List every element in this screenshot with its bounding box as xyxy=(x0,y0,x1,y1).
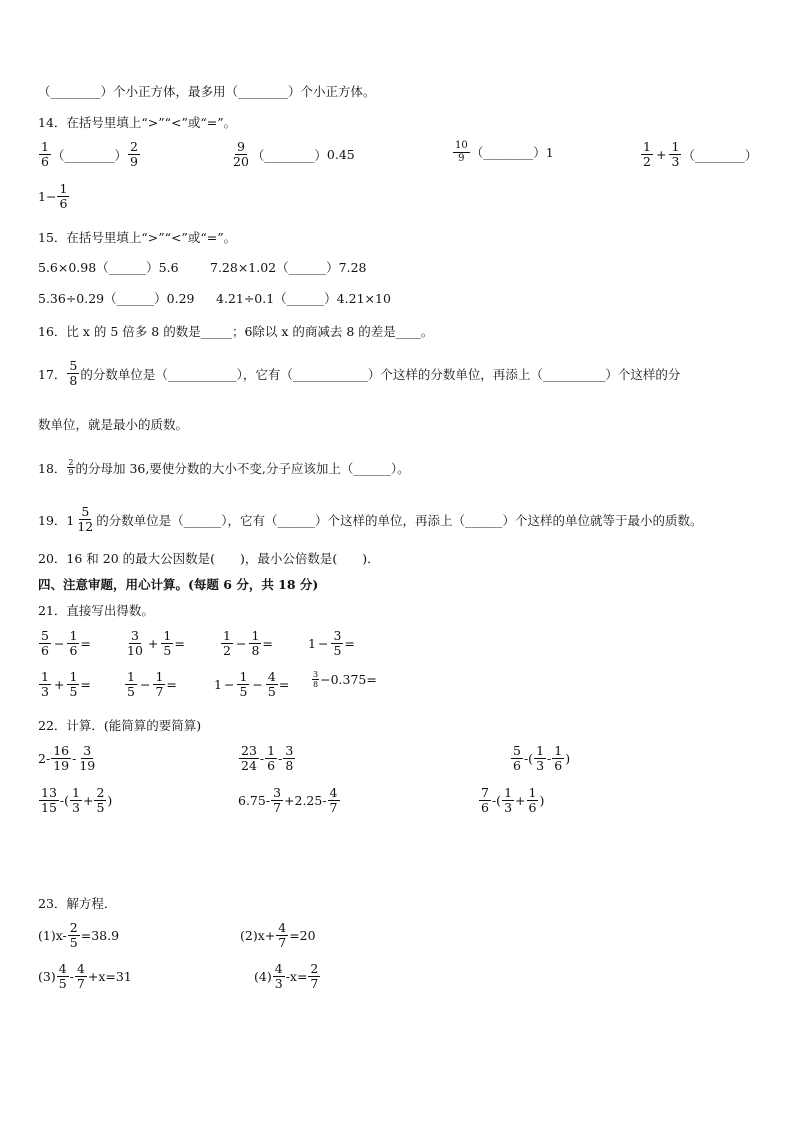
q14-item-2: $\frac{9}{20}$ （________） 0.45 xyxy=(233,139,355,170)
answer-blank[interactable]: （________） xyxy=(51,147,127,163)
q21-e3: $\frac{1}{2}$ − $\frac{1}{8}$ = xyxy=(223,628,273,659)
q14-item-3: $\frac{10}{9}$ （________） 1 xyxy=(455,140,554,164)
fraction: $\frac{9}{20}$ xyxy=(233,139,249,170)
q21-e2: $\frac{3}{10}$ + $\frac{1}{5}$ = xyxy=(127,628,185,659)
q15-r1c1: 5.6×0.98（______）5.6 xyxy=(38,260,179,275)
q21-title: 21．直接写出得数。 xyxy=(38,603,154,618)
fraction: $\frac{2}{9}$ xyxy=(68,458,74,478)
answer-blank[interactable]: （________） xyxy=(470,145,546,160)
q15-r2c2: 4.21÷0.1（______）4.21×10 xyxy=(216,291,391,306)
q17-line1: 17． $\frac{5}{8}$ 的分数单位是（___________），它有（____________）个这样的分数单位，再添上（__________）个这样的分 xyxy=(38,358,681,389)
q21-e7: 1 − $\frac{1}{5}$ − $\frac{4}{5}$ = xyxy=(214,669,290,700)
q23-title: 23．解方程． xyxy=(38,896,117,911)
q19-line: 19．1 $\frac{5}{12}$ 的分数单位是（______），它有（______）个这样的单位，再添上（______）个这样的单位就等于最小的质数。 xyxy=(38,504,703,535)
fraction: $\frac{1}{3}$ xyxy=(671,139,680,170)
q17-line2: 数单位，就是最小的质数。 xyxy=(38,417,189,432)
q14-item-1 xyxy=(38,140,141,170)
q15-title: 15．在括号里填上“>”“<”或“=”。 xyxy=(38,230,237,245)
q21-e1: $\frac{5}{6}$ − $\frac{1}{6}$ = xyxy=(41,628,91,659)
q21-e5: $\frac{1}{3}$ + $\frac{1}{5}$ = xyxy=(41,669,91,700)
fraction: $\frac{1}{6}$ xyxy=(41,139,49,170)
q14-item-4: $\frac{1}{2}$ + $\frac{1}{3}$ （________） xyxy=(643,139,758,170)
q20-text: 20．16 和 20 的最大公因数是( )，最小公倍数是( )． xyxy=(38,551,380,566)
q22-e6: $\frac{7}{6}$ -( $\frac{1}{3}$ + $\frac{1}{6}$ ) xyxy=(481,785,545,816)
section-heading: 四、注意审题，用心计算。(每题 6 分，共 18 分) xyxy=(38,577,319,592)
q21-e4: 1 − $\frac{3}{5}$ = xyxy=(308,628,355,659)
q22-e1: 2- $\frac{16}{19}$ - $\frac{3}{19}$ xyxy=(38,743,96,774)
q23-p2: (2)x+ $\frac{4}{7}$ =20 xyxy=(240,920,316,951)
fraction: $\frac{1}{6}$ xyxy=(59,181,68,212)
q23-p1: (1)x- $\frac{2}{5}$ =38.9 xyxy=(38,920,120,951)
fraction: $\frac{5}{8}$ xyxy=(69,358,78,389)
fraction: $\frac{2}{9}$ xyxy=(129,139,138,170)
q22-e4: $\frac{13}{15}$ -( $\frac{1}{3}$ + $\frac{2}{5}$ ) xyxy=(41,785,113,816)
q21-e6: $\frac{1}{5}$ − $\frac{1}{7}$ = xyxy=(127,669,177,700)
fraction: $\frac{1}{2}$ xyxy=(643,139,651,170)
q16-text: 16．比 x 的 5 倍多 8 的数是_____；6除以 x 的商减去 8 的差是____。 xyxy=(38,324,434,339)
q22-e5: 6.75- $\frac{3}{7}$ +2.25- $\frac{4}{7}$ xyxy=(238,785,338,816)
q23-p4: (4) $\frac{4}{3}$ -x= $\frac{2}{7}$ xyxy=(254,961,319,992)
answer-blank[interactable]: （________） xyxy=(251,147,327,163)
q22-e3: $\frac{5}{6}$ -( $\frac{1}{3}$ - $\frac{1}{6}$ ) xyxy=(513,743,571,774)
q21-e8: $\frac{3}{8}$ −0.375= xyxy=(313,670,377,690)
q22-title: 22．计算．(能简算的要简算) xyxy=(38,718,202,733)
fraction: $\frac{5}{12}$ xyxy=(77,504,94,535)
q14-title: 14．在括号里填上“>”“<”或“=”。 xyxy=(38,115,237,130)
q14-item-4-wrap: 1− $\frac{1}{6}$ xyxy=(38,181,68,212)
fraction: $\frac{10}{9}$ xyxy=(455,140,468,164)
q23-p3: (3) $\frac{4}{5}$ - $\frac{4}{7}$ +x=31 xyxy=(38,961,132,992)
q15-r2c1: 5.36÷0.29（______）0.29 xyxy=(38,291,195,306)
q18-line: 18． $\frac{2}{9}$ 的分母加 36,要使分数的大小不变,分子应该加上（______）。 xyxy=(38,458,410,478)
q13-tail-text: （________）个小正方体，最多用（________）个小正方体。 xyxy=(38,84,376,99)
q22-e2: $\frac{23}{24}$ - $\frac{1}{6}$ - $\frac{3}{8}$ xyxy=(241,743,294,774)
q15-r1c2: 7.28×1.02（______）7.28 xyxy=(210,260,367,275)
answer-blank[interactable]: （________） xyxy=(682,147,758,163)
